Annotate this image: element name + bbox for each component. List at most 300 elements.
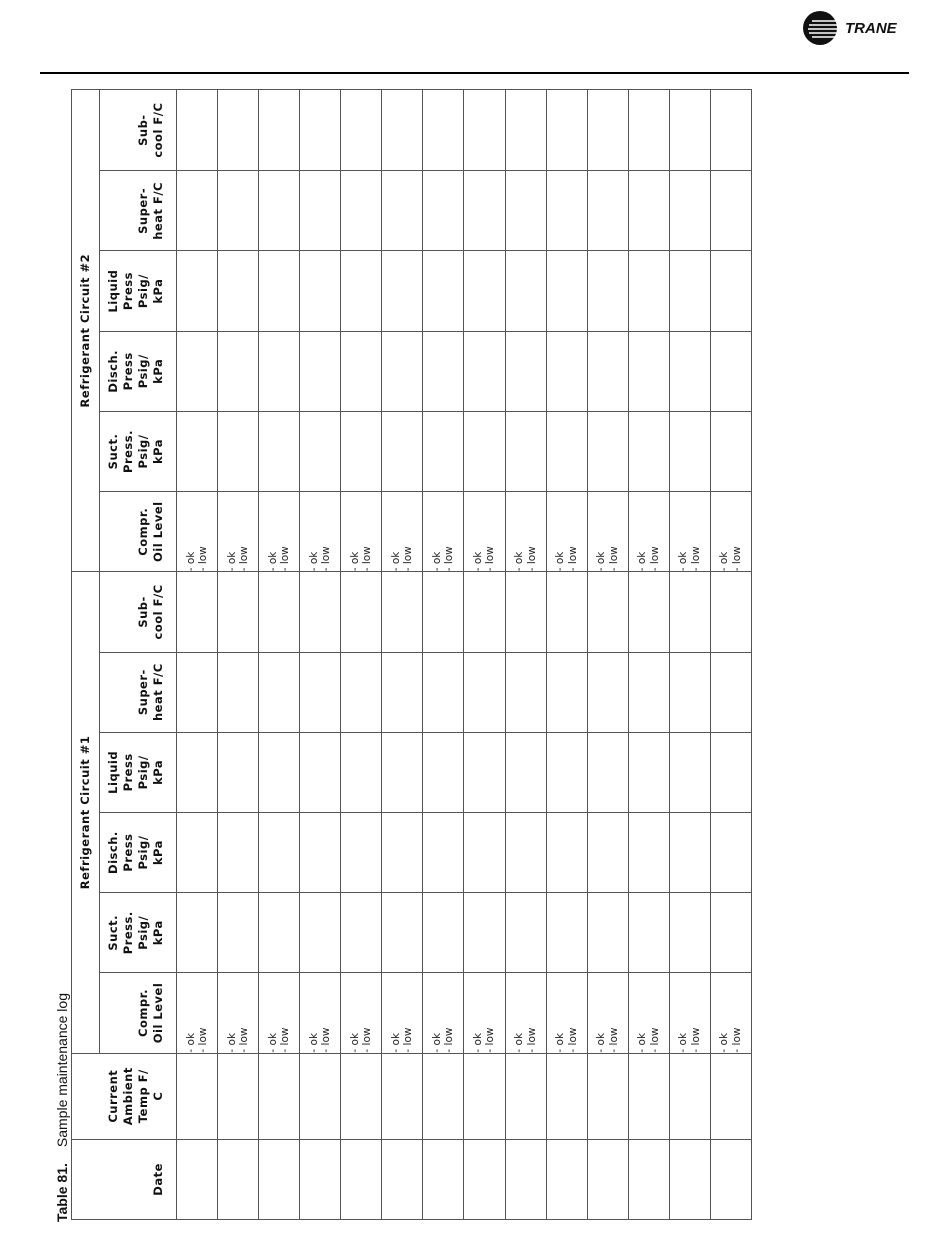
log-cell[interactable] xyxy=(423,572,464,652)
log-cell[interactable] xyxy=(464,331,505,411)
oil-level-cell[interactable] xyxy=(669,973,710,1053)
column-header-line: Compr. xyxy=(136,989,150,1037)
log-cell[interactable] xyxy=(505,572,546,652)
oil-level-option[interactable]: - low xyxy=(484,546,497,572)
date-cell[interactable] xyxy=(546,1139,587,1219)
oil-level-option[interactable]: - low xyxy=(730,546,743,572)
log-cell[interactable] xyxy=(628,411,669,491)
oil-level-option[interactable]: - ok xyxy=(184,551,197,572)
oil-level-option[interactable]: - ok xyxy=(225,1032,238,1053)
log-cell[interactable] xyxy=(505,90,546,171)
log-cell[interactable] xyxy=(300,812,341,892)
oil-level-cell[interactable] xyxy=(259,973,300,1053)
oil-level-cell[interactable] xyxy=(382,973,423,1053)
log-cell[interactable] xyxy=(710,331,751,411)
column-header-line: Oil Level xyxy=(151,982,165,1044)
oil-level-option[interactable]: - low xyxy=(320,1027,333,1053)
date-cell[interactable] xyxy=(259,1139,300,1219)
column-header-line: Sub- xyxy=(136,114,150,146)
oil-level-option[interactable]: - ok xyxy=(471,1032,484,1053)
log-cell[interactable] xyxy=(177,893,218,973)
oil-level-cell[interactable] xyxy=(628,492,669,572)
log-cell[interactable] xyxy=(177,90,218,171)
oil-level-option[interactable]: - ok xyxy=(184,1032,197,1053)
log-cell[interactable] xyxy=(382,331,423,411)
log-cell[interactable] xyxy=(710,90,751,171)
log-cell[interactable] xyxy=(259,732,300,812)
log-cell[interactable] xyxy=(710,411,751,491)
table-body xyxy=(177,90,752,1220)
log-cell[interactable] xyxy=(628,90,669,171)
oil-level-option[interactable]: - ok xyxy=(513,551,526,572)
log-cell[interactable] xyxy=(669,411,710,491)
ambient-cell[interactable] xyxy=(382,1053,423,1139)
log-cell[interactable] xyxy=(218,812,259,892)
oil-level-option[interactable]: - ok xyxy=(307,551,320,572)
column-header-line: kPa xyxy=(151,358,165,384)
column-header-line: heat F/C xyxy=(151,663,165,722)
log-cell[interactable] xyxy=(300,652,341,732)
column-header-line: kPa xyxy=(151,278,165,304)
log-cell[interactable] xyxy=(628,652,669,732)
ambient-cell[interactable] xyxy=(505,1053,546,1139)
oil-level-option[interactable]: - low xyxy=(689,546,702,572)
column-header xyxy=(100,331,177,411)
log-cell[interactable] xyxy=(259,652,300,732)
column-header-line: Press xyxy=(121,753,135,792)
log-cell[interactable] xyxy=(628,171,669,251)
oil-level-option[interactable]: - low xyxy=(525,1027,538,1053)
log-cell[interactable] xyxy=(587,90,628,171)
column-header xyxy=(100,492,177,572)
ambient-cell[interactable] xyxy=(218,1053,259,1139)
log-cell[interactable] xyxy=(218,90,259,171)
oil-level-option[interactable]: - low xyxy=(402,1027,415,1053)
log-cell[interactable] xyxy=(341,171,382,251)
log-cell[interactable] xyxy=(218,732,259,812)
log-cell[interactable] xyxy=(587,251,628,331)
oil-level-option[interactable]: - ok xyxy=(389,1032,402,1053)
log-cell[interactable] xyxy=(177,331,218,411)
log-cell[interactable] xyxy=(546,732,587,812)
log-cell[interactable] xyxy=(341,251,382,331)
log-cell[interactable] xyxy=(423,251,464,331)
log-cell[interactable] xyxy=(259,411,300,491)
log-cell[interactable] xyxy=(505,251,546,331)
oil-level-option[interactable]: - ok xyxy=(348,1032,361,1053)
log-cell[interactable] xyxy=(341,572,382,652)
log-cell[interactable] xyxy=(177,171,218,251)
log-cell[interactable] xyxy=(382,652,423,732)
trane-wordmark: TRANE xyxy=(845,20,897,37)
oil-level-option[interactable]: - low xyxy=(197,1027,210,1053)
oil-level-cell[interactable] xyxy=(505,492,546,572)
log-cell[interactable] xyxy=(300,411,341,491)
log-cell[interactable] xyxy=(259,251,300,331)
log-cell[interactable] xyxy=(710,652,751,732)
log-cell[interactable] xyxy=(587,812,628,892)
oil-level-option[interactable]: - low xyxy=(279,1027,292,1053)
log-cell[interactable] xyxy=(546,652,587,732)
log-cell[interactable] xyxy=(423,90,464,171)
log-cell[interactable] xyxy=(628,572,669,652)
oil-level-option[interactable]: - ok xyxy=(348,551,361,572)
log-cell[interactable] xyxy=(505,411,546,491)
log-cell[interactable] xyxy=(546,812,587,892)
oil-level-cell[interactable] xyxy=(628,973,669,1053)
log-cell[interactable] xyxy=(628,732,669,812)
log-cell[interactable] xyxy=(259,893,300,973)
column-header xyxy=(100,812,177,892)
log-cell[interactable] xyxy=(177,572,218,652)
log-cell[interactable] xyxy=(669,251,710,331)
log-cell[interactable] xyxy=(505,652,546,732)
oil-level-option[interactable]: - ok xyxy=(718,1032,731,1053)
oil-level-option[interactable]: - low xyxy=(648,546,661,572)
date-cell[interactable] xyxy=(341,1139,382,1219)
oil-level-option[interactable]: - low xyxy=(689,1027,702,1053)
oil-level-cell[interactable] xyxy=(341,492,382,572)
log-cell[interactable] xyxy=(669,732,710,812)
log-cell[interactable] xyxy=(259,90,300,171)
oil-level-option[interactable]: - ok xyxy=(513,1032,526,1053)
log-cell[interactable] xyxy=(341,411,382,491)
oil-level-option[interactable]: - ok xyxy=(554,551,567,572)
trane-logo xyxy=(800,8,912,48)
log-cell[interactable] xyxy=(628,812,669,892)
log-cell[interactable] xyxy=(300,90,341,171)
log-cell[interactable] xyxy=(464,812,505,892)
date-cell[interactable] xyxy=(177,1139,218,1219)
ambient-header-line: Current xyxy=(106,1069,120,1123)
column-header-line: kPa xyxy=(151,759,165,785)
column-header-line: Press xyxy=(121,272,135,311)
log-cell[interactable] xyxy=(546,893,587,973)
group-header-row xyxy=(72,90,100,1220)
log-cell[interactable] xyxy=(546,572,587,652)
log-cell[interactable] xyxy=(218,652,259,732)
log-cell[interactable] xyxy=(710,251,751,331)
log-cell[interactable] xyxy=(669,331,710,411)
log-cell[interactable] xyxy=(587,171,628,251)
log-cell[interactable] xyxy=(587,652,628,732)
oil-level-cell[interactable] xyxy=(300,973,341,1053)
log-cell[interactable] xyxy=(423,732,464,812)
ambient-cell[interactable] xyxy=(464,1053,505,1139)
log-cell[interactable] xyxy=(341,652,382,732)
date-cell[interactable] xyxy=(464,1139,505,1219)
oil-level-cell[interactable] xyxy=(341,973,382,1053)
date-cell[interactable] xyxy=(423,1139,464,1219)
date-cell[interactable] xyxy=(300,1139,341,1219)
log-row xyxy=(710,90,751,1220)
column-header-line: Psig/ xyxy=(136,755,150,790)
oil-level-cell[interactable] xyxy=(587,973,628,1053)
oil-level-option[interactable]: - low xyxy=(238,546,251,572)
oil-level-option[interactable]: - ok xyxy=(266,1032,279,1053)
log-cell[interactable] xyxy=(341,90,382,171)
log-cell[interactable] xyxy=(300,732,341,812)
ambient-cell[interactable] xyxy=(628,1053,669,1139)
log-cell[interactable] xyxy=(669,812,710,892)
oil-level-cell[interactable] xyxy=(505,973,546,1053)
oil-level-option[interactable]: - ok xyxy=(471,551,484,572)
oil-level-cell[interactable] xyxy=(218,973,259,1053)
column-header-line: kPa xyxy=(151,840,165,866)
log-cell[interactable] xyxy=(259,171,300,251)
column-header xyxy=(100,652,177,732)
log-cell[interactable] xyxy=(259,572,300,652)
log-cell[interactable] xyxy=(546,331,587,411)
date-header xyxy=(72,1139,177,1219)
log-cell[interactable] xyxy=(710,732,751,812)
log-cell[interactable] xyxy=(423,652,464,732)
log-cell[interactable] xyxy=(669,90,710,171)
oil-level-option[interactable]: - ok xyxy=(595,551,608,572)
oil-level-cell[interactable] xyxy=(710,492,751,572)
log-cell[interactable] xyxy=(587,572,628,652)
log-cell[interactable] xyxy=(341,331,382,411)
log-cell[interactable] xyxy=(300,572,341,652)
log-cell[interactable] xyxy=(464,732,505,812)
oil-level-option[interactable]: - ok xyxy=(266,551,279,572)
log-row xyxy=(177,90,218,1220)
log-cell[interactable] xyxy=(218,572,259,652)
column-header-line: Press xyxy=(121,352,135,391)
ambient-cell[interactable] xyxy=(587,1053,628,1139)
oil-level-option[interactable]: - low xyxy=(730,1027,743,1053)
oil-level-cell[interactable] xyxy=(464,492,505,572)
log-cell[interactable] xyxy=(505,893,546,973)
column-header-line: Suct. xyxy=(106,914,120,951)
oil-level-cell[interactable] xyxy=(587,492,628,572)
column-header xyxy=(100,732,177,812)
oil-level-cell[interactable] xyxy=(546,973,587,1053)
date-cell[interactable] xyxy=(382,1139,423,1219)
log-cell[interactable] xyxy=(628,893,669,973)
log-cell[interactable] xyxy=(382,171,423,251)
date-cell[interactable] xyxy=(218,1139,259,1219)
log-cell[interactable] xyxy=(218,893,259,973)
date-cell[interactable] xyxy=(628,1139,669,1219)
oil-level-cell[interactable] xyxy=(382,492,423,572)
ambient-cell[interactable] xyxy=(259,1053,300,1139)
oil-level-option[interactable]: - low xyxy=(320,546,333,572)
log-row xyxy=(341,90,382,1220)
log-cell[interactable] xyxy=(300,893,341,973)
oil-level-option[interactable]: - low xyxy=(361,1027,374,1053)
log-cell[interactable] xyxy=(177,411,218,491)
oil-level-cell[interactable] xyxy=(218,492,259,572)
log-cell[interactable] xyxy=(505,732,546,812)
log-cell[interactable] xyxy=(669,572,710,652)
log-cell[interactable] xyxy=(710,812,751,892)
log-cell[interactable] xyxy=(177,732,218,812)
oil-level-cell[interactable] xyxy=(259,492,300,572)
log-cell[interactable] xyxy=(382,251,423,331)
oil-level-cell[interactable] xyxy=(177,973,218,1053)
ambient-cell[interactable] xyxy=(177,1053,218,1139)
header-rule xyxy=(40,72,909,74)
log-cell[interactable] xyxy=(505,331,546,411)
log-cell[interactable] xyxy=(464,652,505,732)
table-title: Sample maintenance log xyxy=(54,993,70,1148)
log-cell[interactable] xyxy=(341,893,382,973)
ambient-cell[interactable] xyxy=(423,1053,464,1139)
ambient-header-line: Ambient xyxy=(121,1067,135,1126)
column-header-line: kPa xyxy=(151,438,165,465)
oil-level-option[interactable]: - ok xyxy=(677,1032,690,1053)
log-row xyxy=(628,90,669,1220)
log-cell[interactable] xyxy=(423,893,464,973)
oil-level-option[interactable]: - low xyxy=(566,546,579,572)
column-header-line: Disch. xyxy=(106,831,120,874)
log-cell[interactable] xyxy=(382,411,423,491)
oil-level-option[interactable]: - low xyxy=(648,1027,661,1053)
oil-level-option[interactable]: - low xyxy=(607,546,620,572)
ambient-cell[interactable] xyxy=(710,1053,751,1139)
log-cell[interactable] xyxy=(218,251,259,331)
log-cell[interactable] xyxy=(669,893,710,973)
log-cell[interactable] xyxy=(300,331,341,411)
log-cell[interactable] xyxy=(546,411,587,491)
oil-level-option[interactable]: - ok xyxy=(718,551,731,572)
log-cell[interactable] xyxy=(218,411,259,491)
log-cell[interactable] xyxy=(464,90,505,171)
log-cell[interactable] xyxy=(505,812,546,892)
oil-level-option[interactable]: - low xyxy=(197,546,210,572)
column-header xyxy=(100,90,177,171)
log-cell[interactable] xyxy=(464,171,505,251)
ambient-cell[interactable] xyxy=(669,1053,710,1139)
table-number: Table 81. xyxy=(54,1163,70,1222)
oil-level-cell[interactable] xyxy=(423,973,464,1053)
log-cell[interactable] xyxy=(587,893,628,973)
log-cell[interactable] xyxy=(505,171,546,251)
log-cell[interactable] xyxy=(423,331,464,411)
log-cell[interactable] xyxy=(587,331,628,411)
oil-level-option[interactable]: - ok xyxy=(430,1032,443,1053)
date-cell[interactable] xyxy=(710,1139,751,1219)
oil-level-cell[interactable] xyxy=(177,492,218,572)
oil-level-option[interactable]: - ok xyxy=(389,551,402,572)
oil-level-option[interactable]: - low xyxy=(607,1027,620,1053)
oil-level-cell[interactable] xyxy=(423,492,464,572)
log-row xyxy=(423,90,464,1220)
log-cell[interactable] xyxy=(546,171,587,251)
log-cell[interactable] xyxy=(464,893,505,973)
oil-level-option[interactable]: - ok xyxy=(554,1032,567,1053)
oil-level-option[interactable]: - ok xyxy=(430,551,443,572)
log-cell[interactable] xyxy=(628,331,669,411)
log-cell[interactable] xyxy=(587,732,628,812)
log-cell[interactable] xyxy=(382,812,423,892)
log-cell[interactable] xyxy=(546,251,587,331)
column-header xyxy=(100,893,177,973)
column-header-line: Psig/ xyxy=(136,835,150,870)
log-cell[interactable] xyxy=(669,652,710,732)
oil-level-cell[interactable] xyxy=(464,973,505,1053)
oil-level-option[interactable]: - low xyxy=(238,1027,251,1053)
log-cell[interactable] xyxy=(259,812,300,892)
ambient-cell[interactable] xyxy=(341,1053,382,1139)
ambient-header-line: C xyxy=(151,1091,165,1101)
log-cell[interactable] xyxy=(382,732,423,812)
log-cell[interactable] xyxy=(464,251,505,331)
column-header-line: Psig/ xyxy=(136,434,150,469)
oil-level-cell[interactable] xyxy=(710,973,751,1053)
oil-level-option[interactable]: - ok xyxy=(636,1032,649,1053)
log-cell[interactable] xyxy=(464,411,505,491)
log-cell[interactable] xyxy=(218,331,259,411)
log-cell[interactable] xyxy=(546,90,587,171)
log-cell[interactable] xyxy=(628,251,669,331)
log-cell[interactable] xyxy=(464,572,505,652)
log-cell[interactable] xyxy=(218,171,259,251)
oil-level-option[interactable]: - low xyxy=(443,546,456,572)
oil-level-cell[interactable] xyxy=(300,492,341,572)
log-cell[interactable] xyxy=(669,171,710,251)
date-cell[interactable] xyxy=(669,1139,710,1219)
column-header xyxy=(100,572,177,652)
log-cell[interactable] xyxy=(341,732,382,812)
log-cell[interactable] xyxy=(300,171,341,251)
log-cell[interactable] xyxy=(259,331,300,411)
log-row xyxy=(300,90,341,1220)
oil-level-option[interactable]: - low xyxy=(566,1027,579,1053)
date-cell[interactable] xyxy=(587,1139,628,1219)
date-cell[interactable] xyxy=(505,1139,546,1219)
column-header-line: heat F/C xyxy=(151,182,165,240)
ambient-cell[interactable] xyxy=(300,1053,341,1139)
log-cell[interactable] xyxy=(587,411,628,491)
oil-level-option[interactable]: - ok xyxy=(225,551,238,572)
log-cell[interactable] xyxy=(300,251,341,331)
oil-level-option[interactable]: - ok xyxy=(595,1032,608,1053)
log-cell[interactable] xyxy=(423,411,464,491)
log-cell[interactable] xyxy=(710,171,751,251)
oil-level-option[interactable]: - low xyxy=(402,546,415,572)
log-cell[interactable] xyxy=(382,572,423,652)
log-cell[interactable] xyxy=(341,812,382,892)
oil-level-cell[interactable] xyxy=(546,492,587,572)
column-header-line: Liquid xyxy=(106,269,120,313)
log-cell[interactable] xyxy=(177,812,218,892)
log-cell[interactable] xyxy=(423,171,464,251)
log-cell[interactable] xyxy=(382,893,423,973)
ambient-cell[interactable] xyxy=(546,1053,587,1139)
oil-level-option[interactable]: - low xyxy=(484,1027,497,1053)
column-header-line: Psig/ xyxy=(136,274,150,309)
oil-level-option[interactable]: - low xyxy=(361,546,374,572)
oil-level-cell[interactable] xyxy=(669,492,710,572)
log-cell[interactable] xyxy=(710,572,751,652)
log-cell[interactable] xyxy=(177,652,218,732)
oil-level-option[interactable]: - ok xyxy=(636,551,649,572)
oil-level-option[interactable]: - low xyxy=(443,1027,456,1053)
oil-level-option[interactable]: - ok xyxy=(677,551,690,572)
column-header-line: Super- xyxy=(136,669,150,716)
oil-level-option[interactable]: - low xyxy=(525,546,538,572)
oil-level-option[interactable]: - ok xyxy=(307,1032,320,1053)
oil-level-option[interactable]: - low xyxy=(279,546,292,572)
ambient-header xyxy=(72,1053,177,1139)
column-header xyxy=(100,171,177,251)
log-cell[interactable] xyxy=(423,812,464,892)
log-cell[interactable] xyxy=(710,893,751,973)
log-cell[interactable] xyxy=(382,90,423,171)
log-cell[interactable] xyxy=(177,251,218,331)
